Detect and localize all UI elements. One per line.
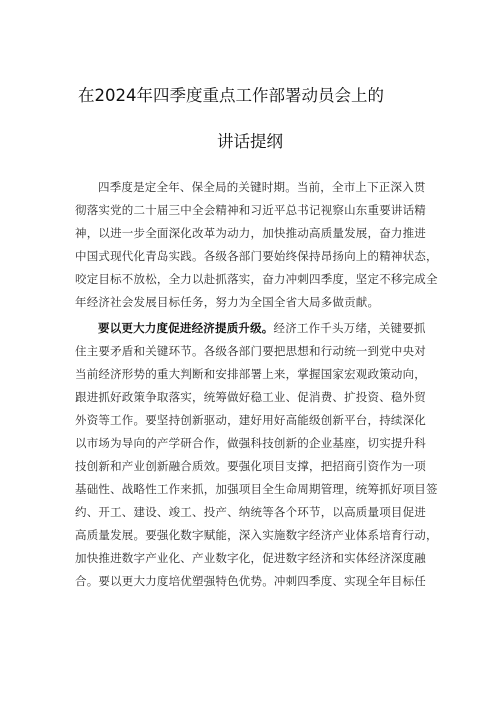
paragraph-1-line: 神，以进一步全面深化改革为动力，加快推动高质量发展，奋力推进: [75, 226, 426, 240]
paragraph-2-line: 高质量发展。要强化数字赋能，深入实施数字经济产业体系培育行动，: [75, 528, 438, 542]
paragraph-1-line: 中国式现代化青岛实践。各级各部门要始终保持昂扬向上的精神状态，: [75, 249, 438, 263]
paragraph-2-line: 当前经济形势的重大判断和安排部署上来，掌握国家宏观政策动向，: [75, 367, 426, 381]
paragraph-2-line: 合。要以更大力度培优塑强特色优势。冲刺四季度、实现全年目标任: [75, 574, 426, 588]
paragraph-2-first-text: 经济工作千头万绪，关键要抓: [273, 321, 426, 335]
paragraph-2-line: 技创新和产业创新融合质效。要强化项目支撑，把招商引资作为一项: [75, 459, 426, 473]
title-line-1: 在2024年四季度重点工作部署动员会上的: [78, 86, 384, 105]
paragraph-1-line: 彻落实党的二十届三中全会精神和习近平总书记视察山东重要讲话精: [75, 203, 426, 217]
paragraph-2-line: 以市场为导向的产学研合作，做强科技创新的企业基座，切实提升科: [75, 436, 426, 450]
paragraph-2-line: 住主要矛盾和关键环节。各级各部门要把思想和行动统一到党中央对: [75, 344, 426, 358]
section-heading: 要以更大力度促进经济提质升级。: [98, 321, 274, 335]
paragraph-2-line: 基础性、战略性工作来抓，加强项目全生命周期管理，统筹抓好项目签: [75, 482, 438, 496]
paragraph-1-line: 年经济社会发展目标任务，努力为全国全省大局多做贡献。: [75, 295, 380, 309]
title-line-2: 讲话提纲: [217, 132, 283, 151]
paragraph-2-line: 跟进抓好政策争取落实，统筹做好稳工业、促消费、扩投资、稳外贸: [75, 390, 426, 404]
paragraph-2-line: 外资等工作。要坚持创新驱动，建好用好高能级创新平台，持续深化: [75, 413, 426, 427]
paragraph-1-line: 四季度是定全年、保全局的关键时期。当前，全市上下正深入贯: [98, 180, 426, 194]
paragraph-1-line: 咬定目标不放松，全力以赴抓落实，奋力冲刺四季度，坚定不移完成全: [75, 272, 438, 286]
paragraph-2-line: 加快推进数字产业化、产业数字化，促进数字经济和实体经济深度融: [75, 551, 426, 565]
paragraph-2-line: 约、开工、建设、竣工、投产、纳统等各个环节，以高质量项目促进: [75, 505, 426, 519]
paragraph-2-first-line: [98, 320, 458, 336]
